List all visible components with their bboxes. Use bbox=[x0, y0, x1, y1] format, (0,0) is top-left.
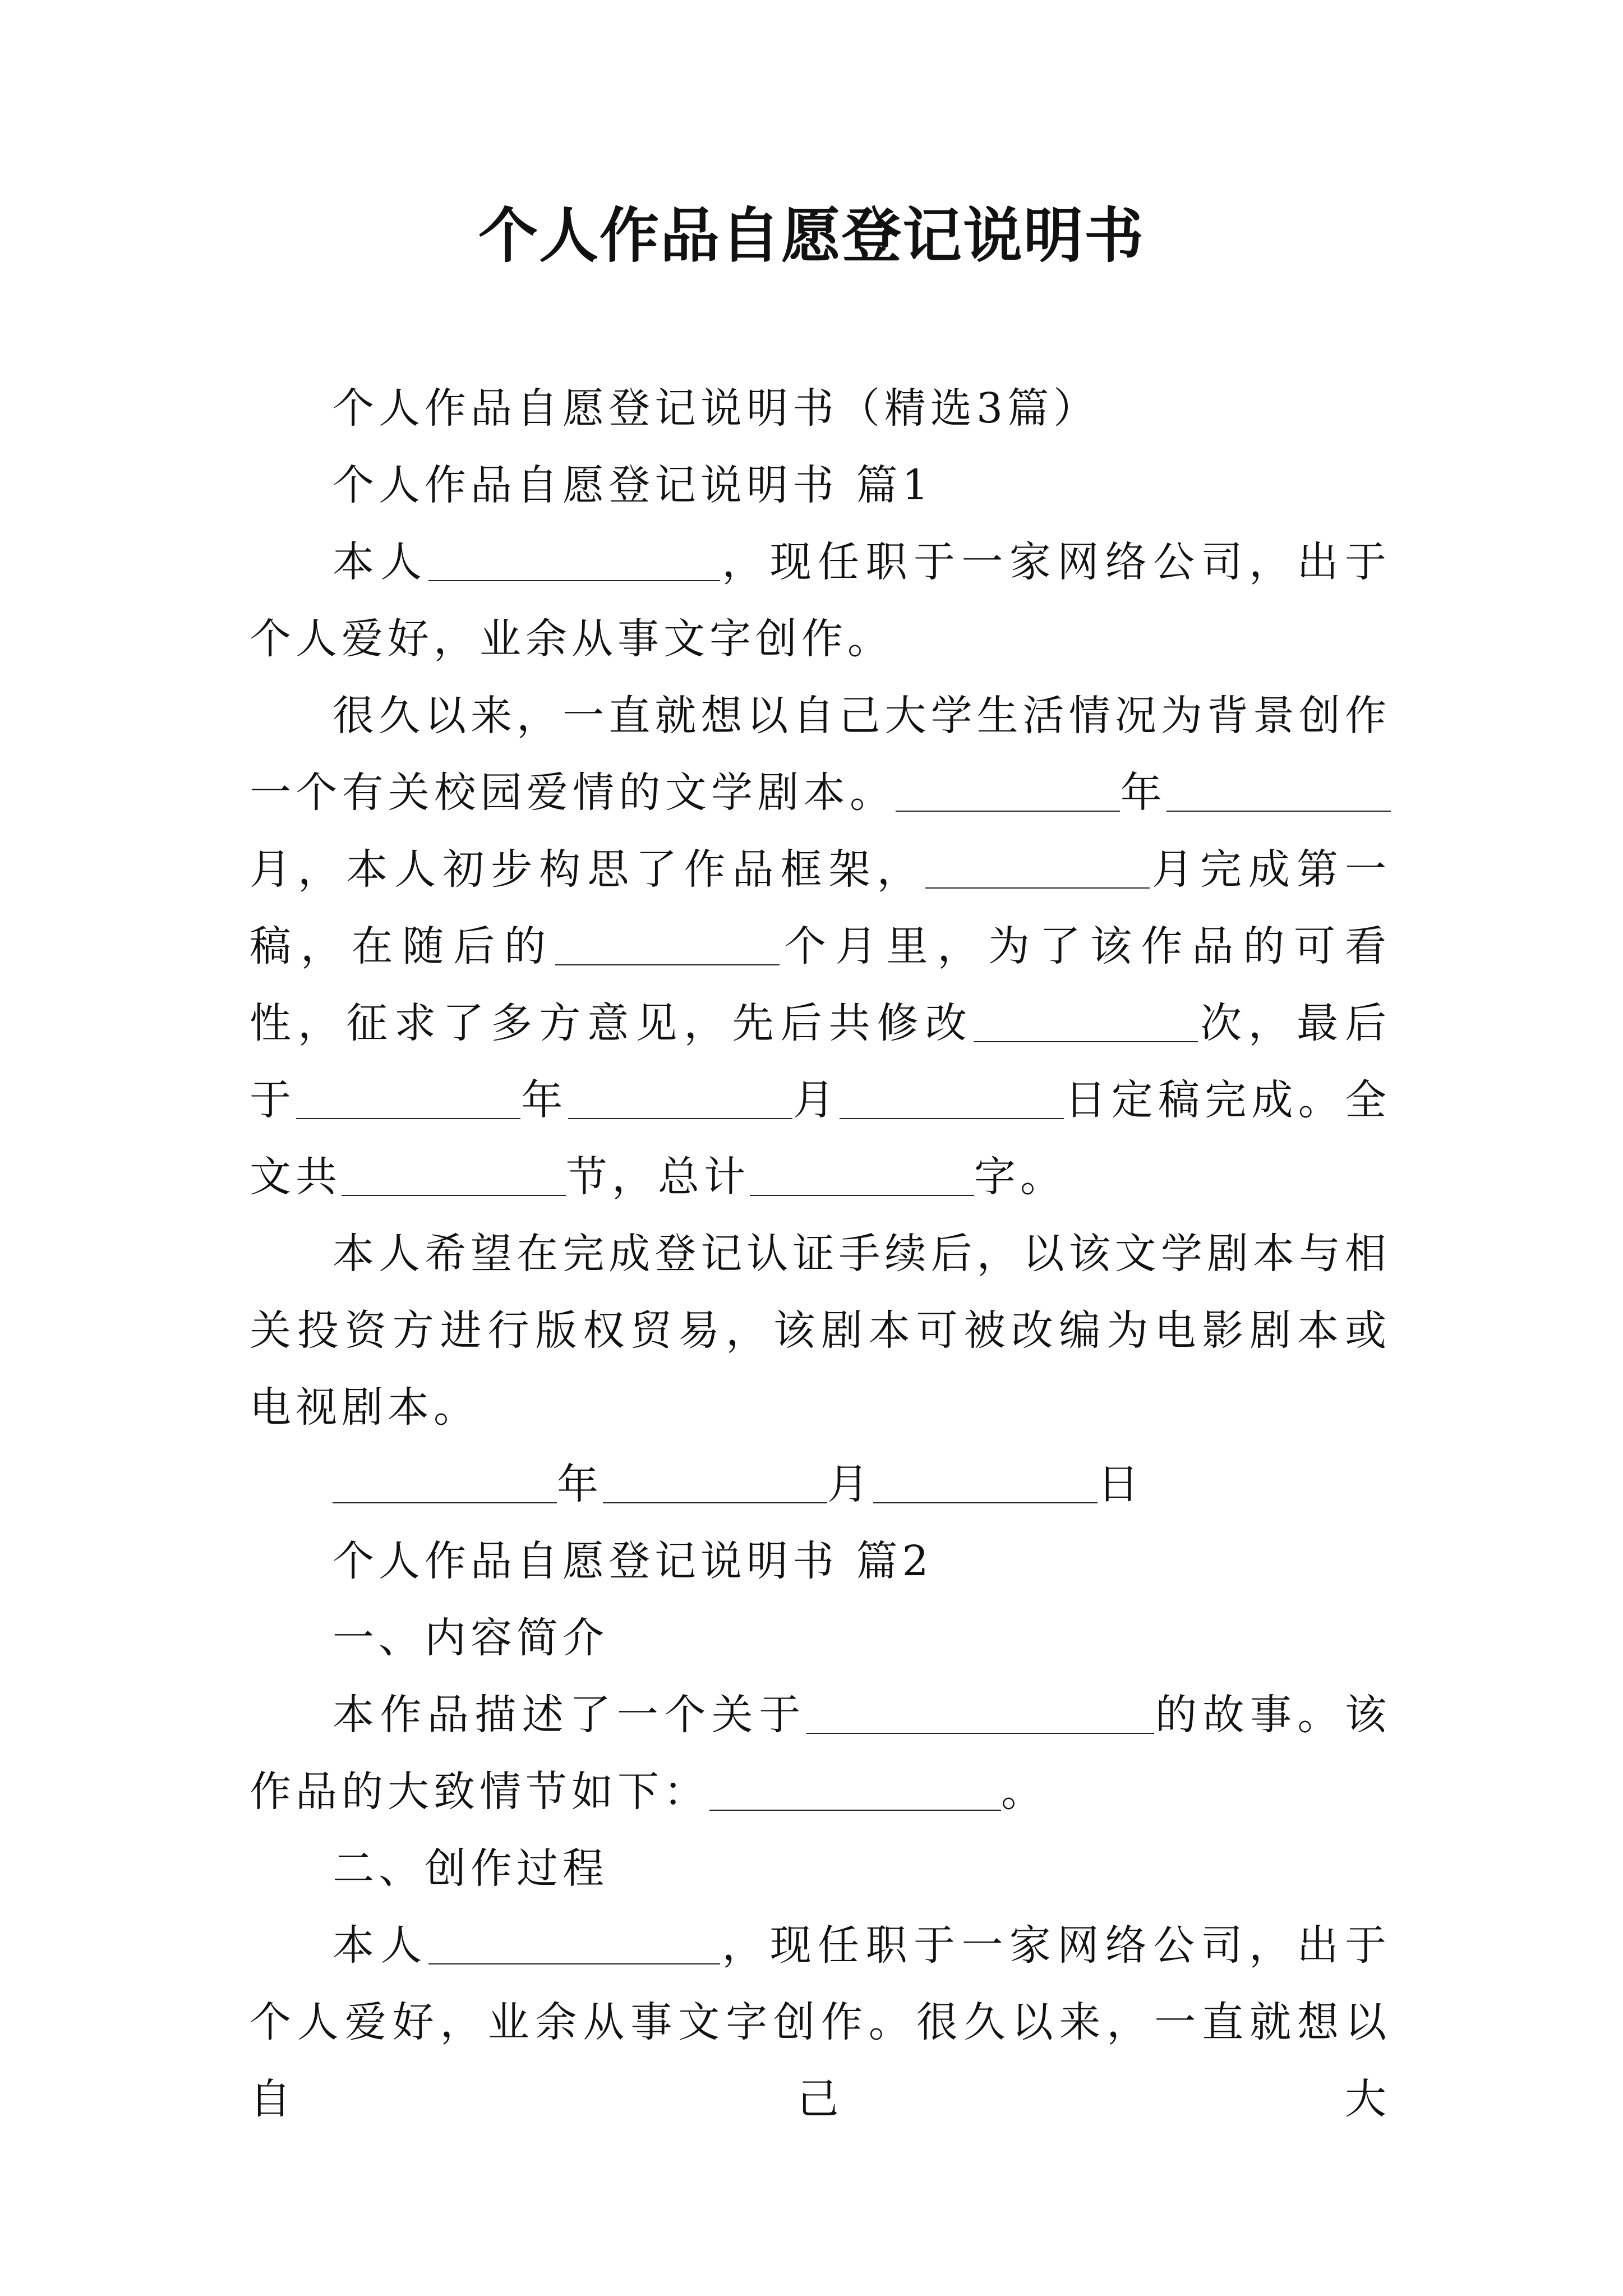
document-body bbox=[250, 370, 1391, 2138]
section-2-heading: 个人作品自愿登记说明书 篇2 bbox=[333, 1537, 933, 1585]
story-topic-blank bbox=[806, 1694, 1154, 1734]
text-fragment: ，现任职于一家网络公司，出于个人爱好，业余从事文字创作。很久以来，一直就想以自己大 bbox=[250, 1921, 1391, 2123]
month-blank bbox=[603, 1463, 827, 1503]
text-fragment: 月，本人初步构思了作品框架， bbox=[250, 845, 925, 894]
text-fragment: 年 bbox=[1120, 769, 1166, 817]
month-blank bbox=[1166, 771, 1391, 812]
year-blank bbox=[333, 1463, 557, 1503]
section-1-heading: 个人作品自愿登记说明书 篇1 bbox=[333, 461, 933, 509]
text-fragment: 节，总计 bbox=[566, 1153, 750, 1201]
text-fragment: 月完成第一稿，在随后的 bbox=[250, 845, 1391, 970]
name-blank bbox=[428, 541, 720, 581]
document-subtitle: 个人作品自愿登记说明书（精选3篇） bbox=[333, 384, 1100, 432]
text-fragment: 本人 bbox=[333, 1921, 428, 1970]
section-1-paragraph-1 bbox=[250, 524, 1391, 678]
document-title: 个人作品自愿登记说明书 bbox=[478, 200, 1145, 270]
month-blank bbox=[568, 1079, 792, 1119]
month-blank bbox=[925, 848, 1150, 889]
day-blank bbox=[873, 1463, 1098, 1503]
text-fragment: 。 bbox=[1001, 1768, 1047, 1816]
text-fragment: 年 bbox=[520, 1076, 568, 1124]
plot-blank bbox=[709, 1770, 1001, 1811]
part-2-title: 二、创作过程 bbox=[333, 1844, 608, 1893]
day-label: 日 bbox=[1098, 1460, 1144, 1508]
text-fragment: 很久以来，一直就想以自己大学生活情况为背景创作一个有关校园爱情的文学剧本。 bbox=[250, 692, 1391, 817]
name-blank bbox=[428, 1924, 720, 1964]
text-fragment: 月 bbox=[792, 1076, 840, 1124]
text-fragment: 的故事。该作品的大致情节如下： bbox=[250, 1691, 1391, 1816]
year-label: 年 bbox=[557, 1460, 603, 1508]
month-label: 月 bbox=[827, 1460, 873, 1508]
section-1-paragraph-3: 本人希望在完成登记认证手续后，以该文学剧本与相关投资方进行版权贸易，该剧本可被改编为电影剧本或电视剧本。 bbox=[250, 1230, 1391, 1432]
part-1-title: 一、内容简介 bbox=[333, 1614, 608, 1662]
part-2-paragraph bbox=[250, 1907, 1391, 2138]
text-fragment: ，现任职于一家网络公司，出于个人爱好，业余从事文字创作。 bbox=[250, 538, 1391, 663]
text-fragment: 个月里，为了该作品的可看性，征求了多方意见，先后共修改 bbox=[250, 922, 1391, 1047]
text-fragment: 次，最后于 bbox=[250, 999, 1391, 1124]
text-fragment: 本作品描述了一个关于 bbox=[333, 1691, 806, 1739]
date-line bbox=[250, 1446, 1391, 1523]
revision-count-blank bbox=[974, 1002, 1198, 1042]
months-count-blank bbox=[555, 925, 780, 965]
part-1-paragraph bbox=[250, 1677, 1391, 1830]
word-count-blank bbox=[750, 1156, 974, 1196]
year-blank bbox=[296, 1079, 520, 1119]
text-fragment: 字。 bbox=[974, 1153, 1066, 1201]
text-fragment: 日定稿完成。全文共 bbox=[250, 1076, 1391, 1201]
text-fragment: 本人 bbox=[333, 538, 428, 586]
year-blank bbox=[896, 771, 1120, 812]
section-count-blank bbox=[342, 1156, 566, 1196]
day-blank bbox=[840, 1079, 1064, 1119]
section-1-paragraph-2 bbox=[250, 678, 1391, 1216]
